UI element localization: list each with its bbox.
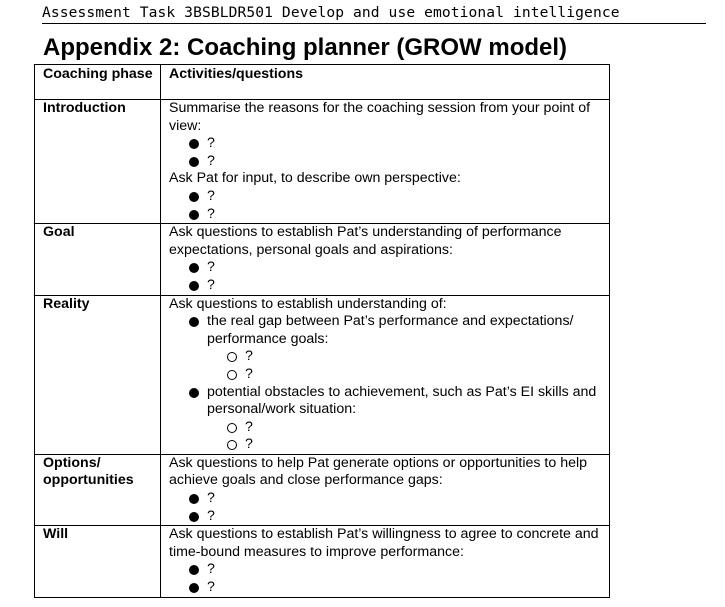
activity-text: Summarise the reasons for the coaching session from your point of view:	[169, 100, 591, 134]
list-item	[189, 384, 605, 454]
bullet-list	[169, 313, 605, 454]
list-item-text: potential obstacles to achievement, such as Pat’s EI skills and personal/work situation:	[207, 383, 597, 418]
phase-goal: Goal	[35, 224, 161, 295]
bullet-list	[169, 561, 605, 596]
activities-goal	[161, 224, 610, 295]
sub-list-item: ?	[227, 348, 605, 366]
activity-text: Ask questions to establish Pat’s understanding of performance expectations, personal goals and aspirations:	[169, 224, 562, 258]
sub-list-item: ?	[227, 419, 605, 437]
table-row-reality	[35, 295, 610, 454]
table-row-introduction	[35, 100, 610, 224]
table-row-options	[35, 454, 610, 525]
list-item: ?	[189, 153, 605, 171]
table-row-goal	[35, 224, 610, 295]
list-item-text: the real gap between Pat’s performance and expectations/ performance goals:	[207, 313, 574, 347]
phase-will: Will	[35, 526, 161, 597]
list-item: ?	[189, 490, 605, 508]
activities-introduction	[161, 100, 610, 224]
bullet-list	[169, 188, 605, 223]
activities-will	[161, 526, 610, 597]
list-item: ?	[189, 277, 605, 295]
list-item: ?	[189, 579, 605, 597]
activities-reality	[161, 295, 610, 454]
bullet-list	[169, 135, 605, 170]
list-item: ?	[189, 259, 605, 277]
column-header-activities: Activities/questions	[161, 65, 610, 100]
document-header: Assessment Task 3BSBLDR501 Develop and use emotional intelligence	[42, 3, 706, 24]
table-row-will	[35, 526, 610, 597]
activity-text: Ask questions to help Pat generate options or opportunities to help achieve goals and close performance gaps:	[169, 454, 588, 489]
bullet-list	[169, 259, 605, 294]
list-item	[189, 313, 605, 383]
phase-introduction: Introduction	[35, 100, 161, 224]
sub-list	[207, 419, 605, 454]
bullet-list	[169, 490, 605, 525]
page-title: Appendix 2: Coaching planner (GROW model)	[43, 34, 568, 61]
sub-list-item: ?	[227, 436, 605, 454]
activity-text: Ask questions to establish Pat’s willingness to agree to concrete and time-bound measures to improve performance:	[169, 526, 599, 560]
sub-list	[207, 348, 605, 383]
activity-text: Ask questions to establish understanding of:	[169, 295, 447, 312]
list-item: ?	[189, 508, 605, 526]
list-item: ?	[189, 561, 605, 579]
phase-reality: Reality	[35, 295, 161, 454]
activity-text: Ask Pat for input, to describe own perspective:	[169, 170, 461, 187]
phase-options: Options/ opportunities	[35, 454, 161, 525]
activities-options	[161, 454, 610, 525]
table-header-row	[35, 65, 610, 100]
sub-list-item: ?	[227, 366, 605, 384]
list-item: ?	[189, 188, 605, 206]
list-item: ?	[189, 135, 605, 153]
column-header-phase: Coaching phase	[35, 65, 161, 100]
list-item: ?	[189, 206, 605, 224]
coaching-planner-table	[34, 64, 610, 598]
